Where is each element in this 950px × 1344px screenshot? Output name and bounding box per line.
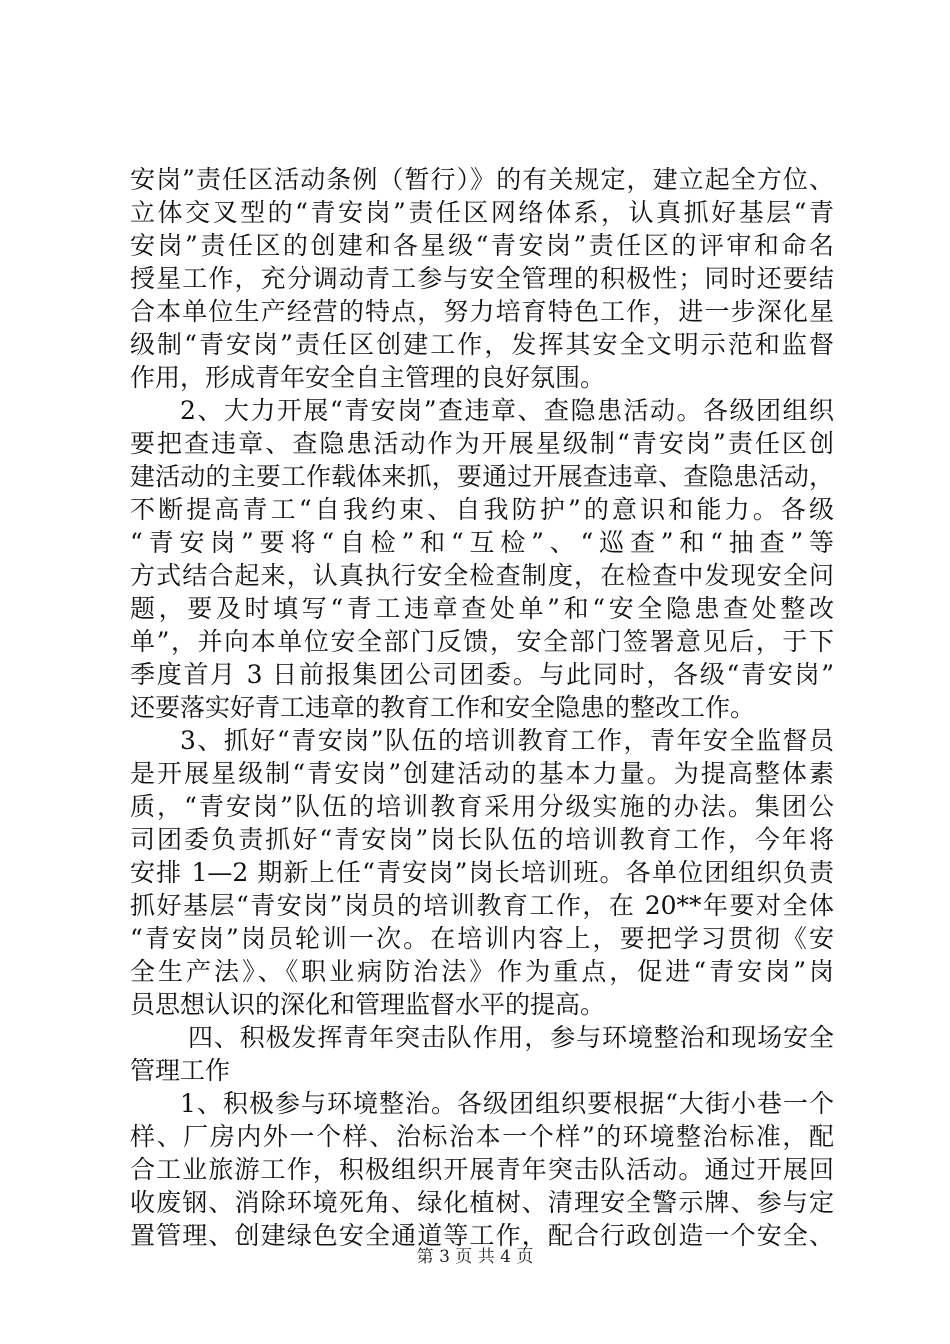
text-line: 是开展星级制“青安岗”创建活动的基本力量。为提高整体素 [130,759,834,788]
text-line: 立体交叉型的“青安岗”责任区网络体系，认真抓好基层“青 [130,198,834,227]
text-line: 作用，形成青年安全自主管理的良好氛围。 [130,363,606,392]
text-line: 合工业旅游工作，积极组织开展青年突击队活动。通过开展回 [130,1155,834,1184]
section-heading-line: 管理工作 [130,1056,231,1085]
text-line: 质，“青安岗”队伍的培训教育采用分级实施的办法。集团公 [130,792,834,821]
text-line: 司团委负责抓好“青安岗”岗长队伍的培训教育工作，今年将 [130,825,834,854]
text-line: 季度首月 3 日前报集团公司团委。与此同时，各级“青安岗” [130,660,834,689]
section-heading-line: 四、积极发挥青年突击队作用，参与环境整治和现场安全 [188,1023,834,1052]
page-number-footer: 第 3 页 共 4 页 [416,1247,534,1267]
text-line: 样、厂房内外一个样、治标治本一个样”的环境整治标准，配 [130,1122,834,1151]
paragraph-start-line: 3、抓好“青安岗”队伍的培训教育工作，青年安全监督员 [180,726,834,755]
text-line: 不断提高青工“自我约束、自我防护”的意识和能力。各级 [130,495,834,524]
text-line: 建活动的主要工作载体来抓，要通过开展查违章、查隐患活动， [130,462,834,491]
text-line: 要把查违章、查隐患活动作为开展星级制“青安岗”责任区创 [130,429,834,458]
text-line: 授星工作，充分调动青工参与安全管理的积极性；同时还要结 [130,264,834,293]
text-line: 抓好基层“青安岗”岗员的培训教育工作，在 20**年要对全体 [130,891,834,920]
text-line: 安岗”责任区活动条例（暂行）》的有关规定，建立起全方位、 [130,165,834,194]
text-line: 级制“青安岗”责任区创建工作，发挥其安全文明示范和监督 [130,330,834,359]
text-line: 还要落实好青工违章的教育工作和安全隐患的整改工作。 [130,693,756,722]
text-line: 单”，并向本单位安全部门反馈，安全部门签署意见后，于下 [130,627,834,656]
text-line: 方式结合起来，认真执行安全检查制度，在检查中发现安全问 [130,561,834,590]
text-line: “青安岗”岗员轮训一次。在培训内容上，要把学习贯彻《安 [130,924,834,953]
text-line: 安岗”责任区的创建和各星级“青安岗”责任区的评审和命名 [130,231,834,260]
paragraph-start-line: 1、积极参与环境整治。各级团组织要根据“大街小巷一个 [180,1089,834,1118]
text-line: 合本单位生产经营的特点，努力培育特色工作，进一步深化星 [130,297,834,326]
text-line: 题，要及时填写“青工违章查处单”和“安全隐患查处整改 [130,594,834,623]
text-line: “青安岗”要将“自检”和“互检”、“巡查”和“抽查”等 [130,528,834,557]
body-text [130,163,834,1252]
text-line: 员思想认识的深化和管理监督水平的提高。 [130,990,606,1019]
text-line: 置管理、创建绿色安全通道等工作，配合行政创造一个安全、 [130,1221,834,1250]
text-line: 全生产法》、《职业病防治法》作为重点，促进“青安岗”岗 [130,957,834,986]
text-line: 安排 1—2 期新上任“青安岗”岗长培训班。各单位团组织负责 [130,858,834,887]
text-line: 收废钢、消除环境死角、绿化植树、清理安全警示牌、参与定 [130,1188,834,1217]
paragraph-start-line: 2、大力开展“青安岗”查违章、查隐患活动。各级团组织 [180,396,834,425]
